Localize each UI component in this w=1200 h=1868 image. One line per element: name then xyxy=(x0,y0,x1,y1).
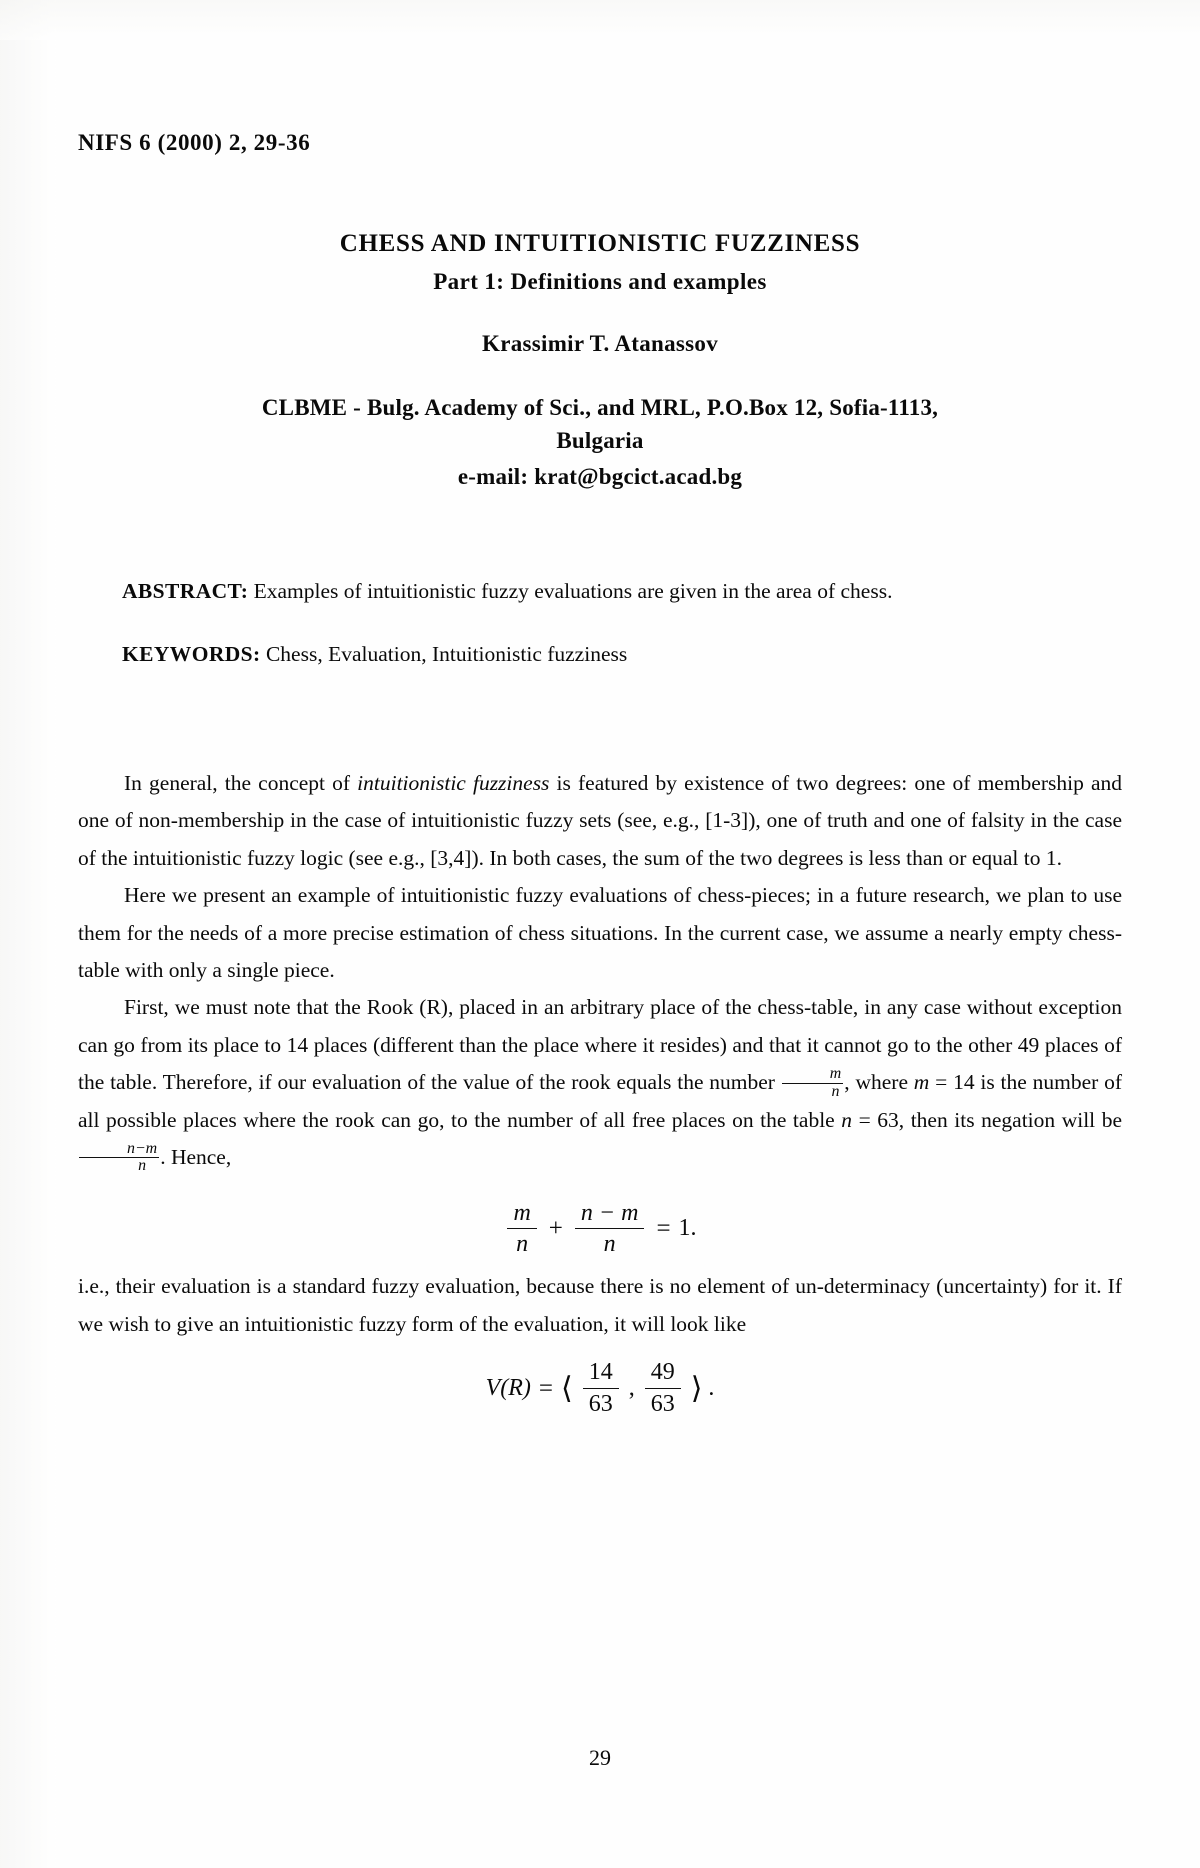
display-equation-1 xyxy=(78,1193,1122,1259)
author-email: e-mail: krat@bgcict.acad.bg xyxy=(457,463,743,489)
equation-2-period: . xyxy=(708,1374,715,1401)
author-name: Krassimir T. Atanassov xyxy=(482,331,718,356)
document-subtitle: Part 1: Definitions and examples xyxy=(433,269,767,294)
variable-n: n xyxy=(841,1107,853,1132)
keywords-section xyxy=(78,637,1122,671)
equation-1-equals-sign: = xyxy=(656,1215,671,1243)
inline-fraction-1-numerator: m xyxy=(782,1066,844,1083)
equation-2-left-hand-side: V(R) xyxy=(485,1374,531,1401)
paragraph-3 xyxy=(78,989,1122,1176)
affiliation-line-1: CLBME - Bulg. Academy of Sci., and MRL, P.O.Box 12, Sofia-1113, xyxy=(261,395,939,420)
keywords-text: Chess, Evaluation, Intuitionistic fuzziness xyxy=(265,641,628,666)
paragraph-1 xyxy=(78,765,1122,877)
body-text xyxy=(78,765,1122,1418)
equation-2-separator: , xyxy=(628,1374,635,1401)
page-content xyxy=(78,0,1122,1428)
equation-1-plus-operator: + xyxy=(548,1215,563,1243)
abstract-section xyxy=(78,574,1122,609)
paragraph-1-part-b: is featured by existence of two degrees: one of membership and one of non-membership in the case of intuitionistic fuzzy sets (see, e.g., [1-3]), one of truth and one of falsity in the case of the intuitionistic fuzzy logic (see e.g., [3,4]). In both cases, the sum of the two degrees is less than or equal to 1. xyxy=(78,770,1123,870)
title-block xyxy=(78,228,1122,490)
equation-2-equals-sign: = xyxy=(538,1374,553,1402)
inline-fraction-n-minus-m-over-n xyxy=(79,1141,159,1174)
page-number: 29 xyxy=(589,1745,611,1770)
inline-fraction-2-denominator: n xyxy=(138,1157,147,1175)
equation-1-fraction-1-numerator: m xyxy=(507,1200,536,1230)
inline-fraction-1-denominator: n xyxy=(831,1082,840,1100)
equation-1-fraction-2 xyxy=(575,1200,645,1259)
page-title: CHESS AND INTUITIONISTIC FUZZINESS xyxy=(339,230,861,257)
variable-m: m xyxy=(913,1070,930,1095)
equation-2-close-angle-bracket: ⟩ xyxy=(690,1371,703,1405)
paragraph-3-part-e: . Hence, xyxy=(160,1145,232,1170)
keywords-label: KEYWORDS: xyxy=(122,641,261,666)
equation-2-open-angle-bracket: ⟨ xyxy=(560,1371,573,1405)
equation-2-fraction-1-denominator: 63 xyxy=(588,1390,613,1417)
equation-1-fraction-1 xyxy=(507,1200,536,1259)
equation-2-fraction-2-numerator: 49 xyxy=(645,1359,681,1389)
equation-2-fraction-1 xyxy=(583,1359,619,1418)
paragraph-1-part-a: In general, the concept of xyxy=(124,770,358,795)
journal-header: NIFS 6 (2000) 2, 29-36 xyxy=(78,130,311,155)
emphasis-intuitionistic-fuzziness: intuitionistic fuzziness xyxy=(357,770,550,795)
equation-2-row xyxy=(486,1359,715,1418)
display-equation-2 xyxy=(78,1359,1122,1418)
scan-edge-shadow-left xyxy=(0,0,56,1868)
equation-1-row xyxy=(503,1200,696,1259)
affiliation-line-2: Bulgaria xyxy=(556,428,644,454)
paragraph-3-part-d: = 63, then its negation will be xyxy=(852,1107,1123,1132)
equation-1-result: 1. xyxy=(678,1215,697,1242)
abstract-label: ABSTRACT: xyxy=(122,578,249,603)
equation-2-fraction-1-numerator: 14 xyxy=(583,1359,619,1389)
equation-1-fraction-2-denominator: n xyxy=(603,1231,616,1258)
abstract-text: Examples of intuitionistic fuzzy evaluations are given in the area of chess. xyxy=(253,578,893,603)
equation-2-fraction-2-denominator: 63 xyxy=(650,1390,675,1417)
paragraph-3-part-c: = 14 is the number of all possible places where the rook can go, to the number of all free places on the table xyxy=(78,1070,1122,1132)
equation-1-fraction-1-denominator: n xyxy=(516,1231,529,1258)
author-affiliation xyxy=(78,391,1122,458)
paragraph-3-part-a: First, we must note that the Rook (R), placed in an arbitrary place of the chess-table, in any case without exception can go from its place to 14 places (different than the place where it resides) and that it cannot go to the other 49 places of the table. Therefore, if our evaluation of the value of the rook equals the number xyxy=(78,995,1122,1095)
equation-2-fraction-2 xyxy=(645,1359,681,1418)
equation-1-fraction-2-numerator: n − m xyxy=(575,1200,645,1230)
inline-fraction-m-over-n xyxy=(782,1066,844,1099)
inline-fraction-2-numerator: n−m xyxy=(79,1141,159,1158)
paragraph-2: Here we present an example of intuitionistic fuzzy evaluations of chess-pieces; in a future research, we plan to use them for the needs of a more precise estimation of chess situations. In the current case, we assume a nearly empty chess-table with only a single piece. xyxy=(78,883,1122,982)
paragraph-3-part-b: , where xyxy=(844,1070,914,1095)
paragraph-4: i.e., their evaluation is a standard fuzzy evaluation, because there is no element of un-determinacy (uncertainty) for it. If we wish to give an intuitionistic fuzzy form of the evaluation, it will look like xyxy=(78,1274,1122,1336)
